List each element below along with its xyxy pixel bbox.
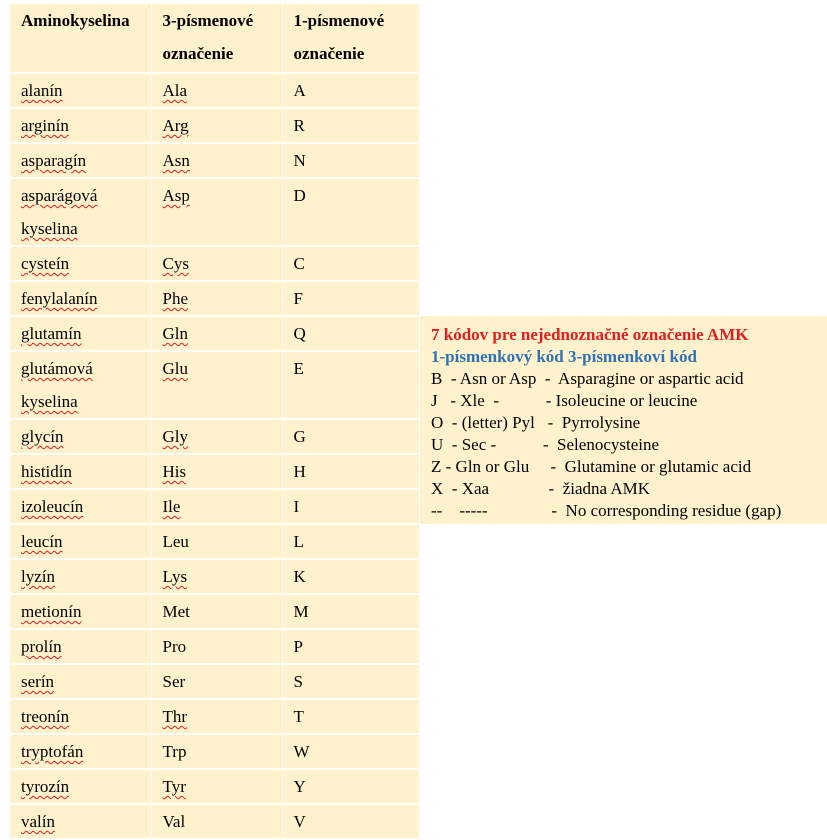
cell-one-letter-code bbox=[282, 454, 419, 489]
table-row bbox=[10, 351, 419, 419]
cell-amino-acid-name bbox=[10, 664, 151, 699]
table-row bbox=[10, 769, 419, 804]
cell-amino-acid-name-text: arginín bbox=[21, 116, 69, 135]
table-row bbox=[10, 559, 419, 594]
cell-amino-acid-name-text: histidín bbox=[21, 462, 73, 481]
cell-amino-acid-name-text: prolín bbox=[21, 637, 62, 656]
cell-one-letter-code-text: D bbox=[293, 186, 306, 205]
cell-one-letter-code-text: A bbox=[293, 81, 306, 100]
table-row bbox=[10, 246, 419, 281]
cell-amino-acid-name bbox=[10, 629, 151, 664]
cell-three-letter-code bbox=[151, 734, 282, 769]
cell-one-letter-code bbox=[282, 351, 419, 419]
cell-three-letter-code bbox=[151, 143, 282, 178]
cell-amino-acid-name-text: treonín bbox=[21, 707, 70, 726]
code-line: J - Xle - - Isoleucine or leucine bbox=[431, 391, 698, 410]
cell-one-letter-code bbox=[282, 629, 419, 664]
table-row bbox=[10, 281, 419, 316]
cell-one-letter-code-text: R bbox=[293, 116, 305, 135]
table-row bbox=[10, 489, 419, 524]
cell-amino-acid-name bbox=[10, 804, 151, 839]
code-line: B - Asn or Asp - Asparagine or aspartic acid bbox=[431, 369, 744, 388]
cell-amino-acid-name-text: tryptofán bbox=[21, 742, 84, 761]
cell-three-letter-code-text: Tyr bbox=[162, 777, 186, 796]
cell-one-letter-code-text: G bbox=[293, 427, 306, 446]
cell-one-letter-code bbox=[282, 419, 419, 454]
cell-amino-acid-name bbox=[10, 559, 151, 594]
cell-one-letter-code bbox=[282, 769, 419, 804]
table-body bbox=[10, 73, 419, 839]
cell-one-letter-code-text: Q bbox=[293, 324, 306, 343]
cell-amino-acid-name-text: izoleucín bbox=[21, 497, 84, 516]
cell-one-letter-code-text: T bbox=[293, 707, 304, 726]
cell-three-letter-code-text: Leu bbox=[162, 532, 189, 551]
cell-three-letter-code bbox=[151, 281, 282, 316]
cell-three-letter-code-text: Asp bbox=[162, 186, 190, 205]
cell-one-letter-code-text: C bbox=[293, 254, 305, 273]
cell-amino-acid-name bbox=[10, 524, 151, 559]
cell-amino-acid-name-text: alanín bbox=[21, 81, 63, 100]
cell-one-letter-code bbox=[282, 594, 419, 629]
cell-one-letter-code-text: S bbox=[293, 672, 303, 691]
table-row bbox=[10, 143, 419, 178]
cell-three-letter-code bbox=[151, 246, 282, 281]
cell-three-letter-code-text: Lys bbox=[162, 567, 188, 586]
cell-amino-acid-name bbox=[10, 246, 151, 281]
table-row bbox=[10, 734, 419, 769]
cell-amino-acid-name-text: valín bbox=[21, 812, 55, 831]
cell-one-letter-code-text: V bbox=[293, 812, 306, 831]
table-row bbox=[10, 699, 419, 734]
table-row bbox=[10, 73, 419, 108]
cell-one-letter-code bbox=[282, 804, 419, 839]
cell-one-letter-code bbox=[282, 559, 419, 594]
cell-amino-acid-name-text: serín bbox=[21, 672, 55, 691]
cell-three-letter-code bbox=[151, 178, 282, 246]
cell-three-letter-code bbox=[151, 804, 282, 839]
cell-amino-acid-name-text: fenylalanín bbox=[21, 289, 98, 308]
cell-three-letter-code-text: Arg bbox=[162, 116, 189, 135]
cell-three-letter-code-text: Pro bbox=[162, 637, 187, 656]
cell-one-letter-code bbox=[282, 73, 419, 108]
cell-amino-acid-name-text: cysteín bbox=[21, 254, 70, 273]
cell-amino-acid-name-text: metionín bbox=[21, 602, 82, 621]
cell-three-letter-code bbox=[151, 419, 282, 454]
cell-three-letter-code-text: Met bbox=[162, 602, 190, 621]
cell-three-letter-code bbox=[151, 559, 282, 594]
cell-amino-acid-name bbox=[10, 419, 151, 454]
cell-one-letter-code-text: W bbox=[293, 742, 310, 761]
cell-three-letter-code-text: Glu bbox=[162, 359, 188, 378]
table-row bbox=[10, 419, 419, 454]
cell-one-letter-code-text: E bbox=[293, 359, 304, 378]
cell-amino-acid-name bbox=[10, 594, 151, 629]
cell-three-letter-code-text: Ile bbox=[162, 497, 181, 516]
cell-amino-acid-name bbox=[10, 734, 151, 769]
cell-one-letter-code-text: F bbox=[293, 289, 303, 308]
cell-amino-acid-name bbox=[10, 281, 151, 316]
cell-three-letter-code bbox=[151, 699, 282, 734]
table-row bbox=[10, 594, 419, 629]
cell-amino-acid-name-text: glutamín bbox=[21, 324, 82, 343]
cell-three-letter-code-text: Ser bbox=[162, 672, 186, 691]
cell-three-letter-code bbox=[151, 454, 282, 489]
cell-three-letter-code-text: Gly bbox=[162, 427, 188, 446]
cell-three-letter-code bbox=[151, 489, 282, 524]
cell-one-letter-code-text: N bbox=[293, 151, 306, 170]
cell-amino-acid-name-text: glycín bbox=[21, 427, 64, 446]
table-row bbox=[10, 804, 419, 839]
table-row bbox=[10, 664, 419, 699]
cell-amino-acid-name-text: asparágová kyselina bbox=[21, 186, 98, 238]
table-row bbox=[10, 524, 419, 559]
codes-subtitle: 1-písmenkový kód 3-písmenkoví kód bbox=[431, 347, 697, 366]
cell-amino-acid-name bbox=[10, 769, 151, 804]
cell-three-letter-code-text: Thr bbox=[162, 707, 188, 726]
cell-three-letter-code bbox=[151, 594, 282, 629]
code-line: Z - Gln or Glu - Glutamine or glutamic acid bbox=[431, 457, 752, 476]
cell-one-letter-code bbox=[282, 664, 419, 699]
table-row bbox=[10, 454, 419, 489]
cell-amino-acid-name bbox=[10, 699, 151, 734]
table-row bbox=[10, 178, 419, 246]
cell-amino-acid-name bbox=[10, 316, 151, 351]
cell-one-letter-code-text: L bbox=[293, 532, 304, 551]
cell-one-letter-code bbox=[282, 178, 419, 246]
header-amino-acid: Aminokyselina bbox=[10, 4, 151, 73]
cell-one-letter-code bbox=[282, 734, 419, 769]
cell-one-letter-code-text: I bbox=[293, 497, 300, 516]
cell-one-letter-code-text: Y bbox=[293, 777, 306, 796]
cell-one-letter-code bbox=[282, 108, 419, 143]
code-line: O - (letter) Pyl - Pyrrolysine bbox=[431, 413, 641, 432]
cell-three-letter-code bbox=[151, 108, 282, 143]
table-header-row bbox=[10, 4, 419, 73]
cell-amino-acid-name-text: tyrozín bbox=[21, 777, 70, 796]
cell-three-letter-code-text: Val bbox=[162, 812, 186, 831]
cell-amino-acid-name bbox=[10, 489, 151, 524]
cell-one-letter-code-text: P bbox=[293, 637, 303, 656]
code-line: -- ----- - No corresponding residue (gap) bbox=[431, 501, 782, 520]
cell-three-letter-code bbox=[151, 629, 282, 664]
cell-three-letter-code bbox=[151, 664, 282, 699]
cell-three-letter-code-text: Asn bbox=[162, 151, 190, 170]
table-row bbox=[10, 108, 419, 143]
cell-amino-acid-name bbox=[10, 143, 151, 178]
cell-three-letter-code-text: Cys bbox=[162, 254, 189, 273]
cell-amino-acid-name bbox=[10, 108, 151, 143]
amino-acid-table bbox=[10, 4, 419, 840]
cell-three-letter-code bbox=[151, 351, 282, 419]
cell-one-letter-code bbox=[282, 524, 419, 559]
cell-amino-acid-name bbox=[10, 351, 151, 419]
cell-three-letter-code bbox=[151, 73, 282, 108]
cell-one-letter-code bbox=[282, 143, 419, 178]
cell-three-letter-code-text: Gln bbox=[162, 324, 188, 343]
cell-amino-acid-name-text: glutámová kyselina bbox=[21, 359, 93, 411]
cell-amino-acid-name-text: leucín bbox=[21, 532, 63, 551]
code-line: U - Sec - - Selenocysteine bbox=[431, 435, 660, 454]
cell-three-letter-code-text: Phe bbox=[162, 289, 188, 308]
cell-one-letter-code-text: M bbox=[293, 602, 309, 621]
cell-one-letter-code bbox=[282, 246, 419, 281]
cell-three-letter-code-text: Ala bbox=[162, 81, 188, 100]
cell-amino-acid-name bbox=[10, 454, 151, 489]
cell-one-letter-code bbox=[282, 281, 419, 316]
code-line: X - Xaa - žiadna AMK bbox=[431, 479, 651, 498]
cell-amino-acid-name-text: lyzín bbox=[21, 567, 55, 586]
header-three-letter: 3-písmenové označenie bbox=[151, 4, 282, 73]
cell-one-letter-code bbox=[282, 316, 419, 351]
codes-list bbox=[431, 368, 827, 522]
cell-one-letter-code bbox=[282, 489, 419, 524]
cell-one-letter-code-text: K bbox=[293, 567, 306, 586]
cell-amino-acid-name bbox=[10, 73, 151, 108]
cell-three-letter-code-text: His bbox=[162, 462, 187, 481]
cell-one-letter-code bbox=[282, 699, 419, 734]
codes-title: 7 kódov pre nejednoznačné označenie AMK bbox=[431, 325, 749, 344]
cell-amino-acid-name-text: asparagín bbox=[21, 151, 87, 170]
cell-amino-acid-name bbox=[10, 178, 151, 246]
ambiguity-codes-box bbox=[420, 316, 827, 524]
cell-three-letter-code bbox=[151, 316, 282, 351]
cell-three-letter-code-text: Trp bbox=[162, 742, 187, 761]
table-row bbox=[10, 316, 419, 351]
header-one-letter: 1-písmenové označenie bbox=[282, 4, 419, 73]
cell-three-letter-code bbox=[151, 524, 282, 559]
cell-one-letter-code-text: H bbox=[293, 462, 306, 481]
table-row bbox=[10, 629, 419, 664]
cell-three-letter-code bbox=[151, 769, 282, 804]
